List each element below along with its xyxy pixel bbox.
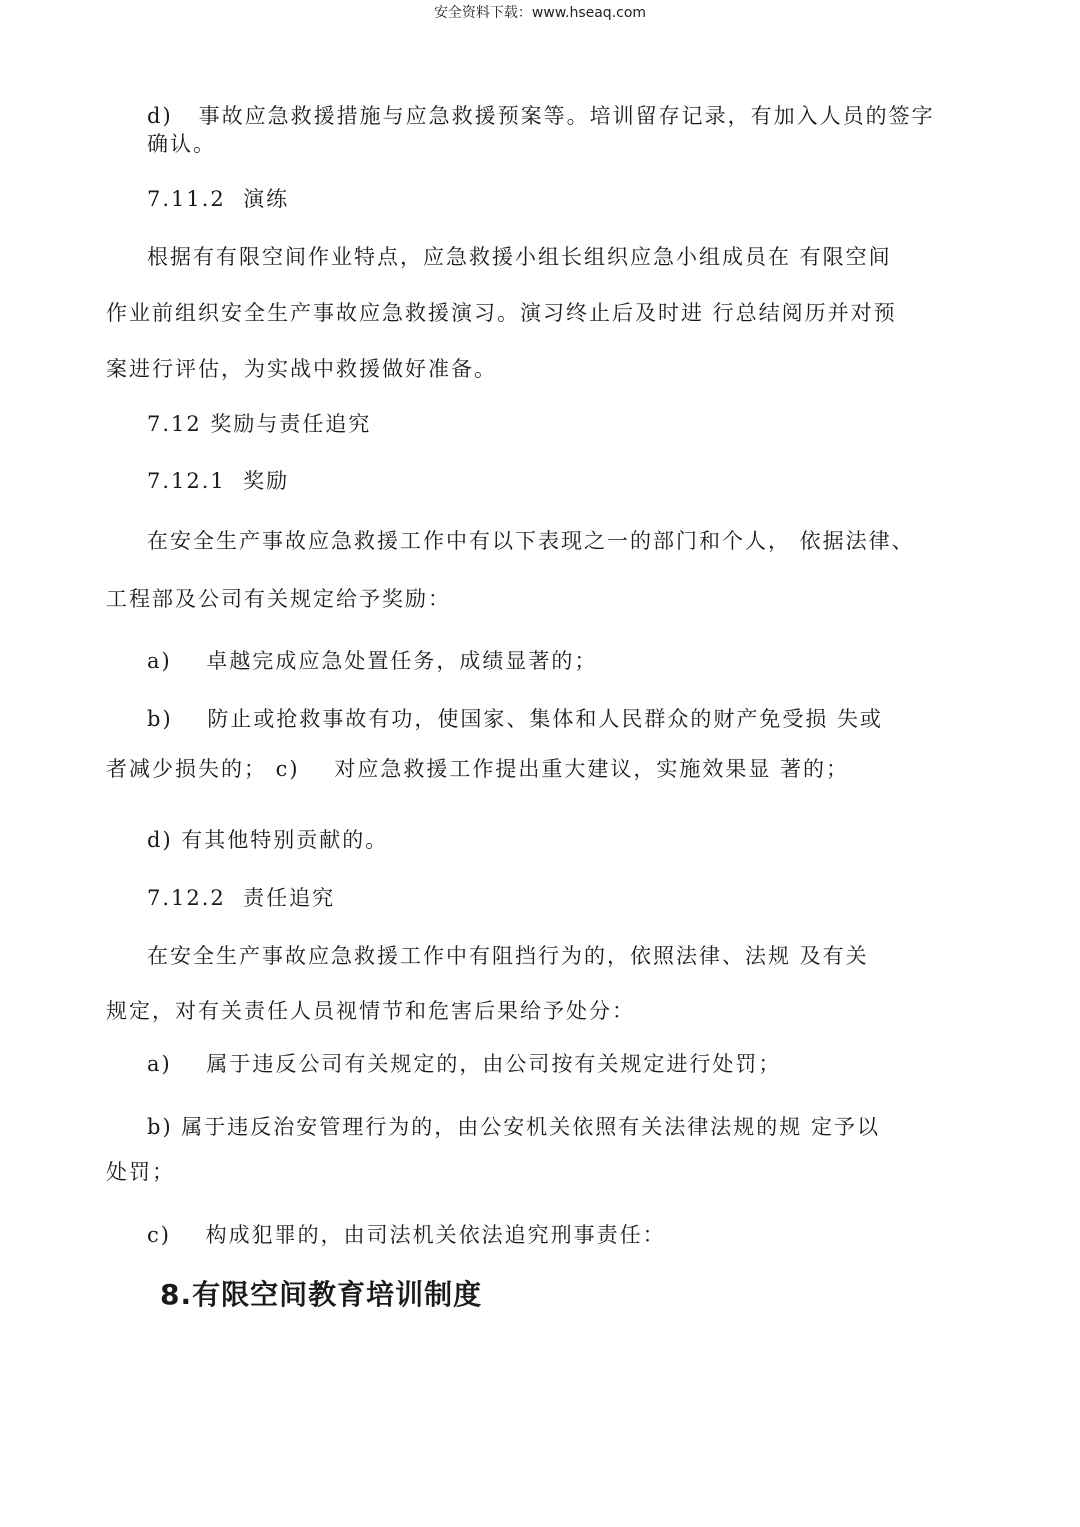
paragraph-line: 作业前组织安全生产事故应急救援演习。演习终止后及时进 行总结阅历并对预 <box>106 301 897 325</box>
paragraph-line: 规定，对有关责任人员视情节和危害后果给予处分： <box>106 999 635 1023</box>
list-item: b) 属于违反治安管理行为的，由公安机关依照有关法律法规的规 定予以 <box>147 1115 880 1139</box>
section-heading: 7.12 奖励与责任追究 <box>147 412 372 436</box>
paragraph-line: 在安全生产事故应急救援工作中有以下表现之一的部门和个人， 依据法律、 <box>147 529 915 553</box>
paragraph-line: 案进行评估，为实战中救援做好准备。 <box>106 357 497 381</box>
paragraph-line: 在安全生产事故应急救援工作中有阻挡行为的，依照法律、法规 及有关 <box>147 944 869 968</box>
text-line: d) 事故应急救援措施与应急救援预案等。培训留存记录，有加入人员的签字 <box>147 104 935 128</box>
text-line: 确认。 <box>147 132 216 156</box>
chapter-heading: 8.有限空间教育培训制度 <box>160 1278 483 1311</box>
list-item: b) 防止或抢救事故有功，使国家、集体和人民群众的财产免受损 失或 <box>147 707 884 731</box>
list-item: d) 有其他特别贡献的。 <box>147 828 389 852</box>
list-item: 者减少损失的； c) 对应急救援工作提出重大建议，实施效果显 著的； <box>106 757 850 781</box>
subsection-heading: 7.11.2 演练 <box>147 187 290 211</box>
paragraph-line: 根据有有限空间作业特点，应急救援小组长组织应急小组成员在 有限空间 <box>147 245 892 269</box>
list-item: a) 属于违反公司有关规定的，由公司按有关规定进行处罚； <box>147 1052 782 1076</box>
list-item: 处罚； <box>106 1160 175 1184</box>
page-header: 安全资料下载：www.hseaq.com <box>433 5 647 21</box>
paragraph-line: 工程部及公司有关规定给予奖励： <box>106 587 451 611</box>
list-item: a) 卓越完成应急处置任务，成绩显著的； <box>147 649 598 673</box>
subsection-heading: 7.12.2 责任追究 <box>147 886 336 910</box>
list-item: c) 构成犯罪的，由司法机关依法追究刑事责任： <box>147 1223 666 1247</box>
subsection-heading: 7.12.1 奖励 <box>147 469 290 493</box>
